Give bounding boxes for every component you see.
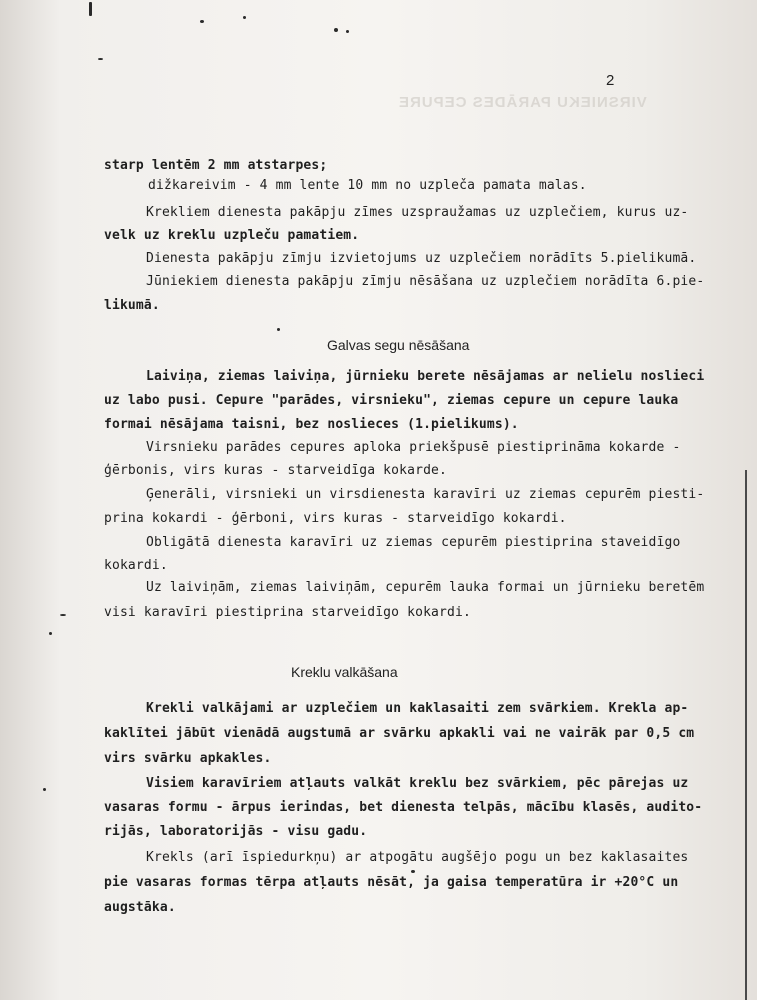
scan-edge-line (745, 470, 747, 1000)
text-line: kaklītei jābūt vienādā augstumā ar svārku apkakli vai ne vairāk par 0,5 cm (104, 726, 695, 741)
page-number: 2 (606, 72, 615, 89)
text-line: Laiviņa, ziemas laiviņa, jūrnieku berete nēsājamas ar nelielu noslieci (146, 369, 705, 384)
scan-speck (98, 58, 103, 60)
text-line: rijās, laboratorijās - visu gadu. (104, 824, 368, 839)
scan-speck (49, 632, 52, 635)
text-line: likumā. (104, 298, 160, 313)
text-line: Krekli valkājami ar uzplečiem un kaklasaiti zem svārkiem. Krekla ap- (146, 701, 689, 716)
scan-speck (89, 2, 92, 16)
section-heading: Galvas segu nēsāšana (327, 337, 470, 353)
scan-speck (277, 328, 280, 331)
scan-speck (60, 614, 66, 616)
text-line: prina kokardi - ģērboni, virs kuras - starveidīgo kokardi. (104, 511, 567, 526)
text-line: starp lentēm 2 mm atstarpes; (104, 158, 328, 173)
scan-speck (243, 16, 246, 19)
text-line: Dienesta pakāpju zīmju izvietojums uz uzplečiem norādīts 5.pielikumā. (146, 251, 697, 266)
text-line: virs svārku apkakles. (104, 751, 272, 766)
text-line: Jūniekiem dienesta pakāpju zīmju nēsāšana uz uzplečiem norādīta 6.pie- (146, 274, 705, 289)
text-line: Virsnieku parādes cepures aploka priekšpusē piestiprināma kokarde - (146, 440, 681, 455)
text-line: dižkareivim - 4 mm lente 10 mm no uzpleča pamata malas. (148, 178, 587, 193)
text-line: augstāka. (104, 900, 176, 915)
bleed-through-text: VIRSNIEKU PARĀDES CEPURE (398, 94, 647, 111)
text-line: Visiem karavīriem atļauts valkāt kreklu bez svārkiem, pēc pārejas uz (146, 776, 689, 791)
text-line: Krekliem dienesta pakāpju zīmes uzspraužamas uz uzplečiem, kurus uz- (146, 205, 689, 220)
text-line: Obligātā dienesta karavīri uz ziemas cepurēm piestiprina staveidīgo (146, 535, 681, 550)
text-line: formai nēsājama taisni, bez noslieces (1.pielikums). (104, 417, 519, 432)
scan-speck (411, 870, 415, 873)
text-line: pie vasaras formas tērpa atļauts nēsāt, ja gaisa temperatūra ir +20°C un (104, 875, 679, 890)
scan-speck (334, 28, 338, 32)
scan-speck (200, 20, 204, 23)
text-line: visi karavīri piestiprina starveidīgo kokardi. (104, 605, 471, 620)
scan-speck (43, 788, 46, 791)
text-line: ģērbonis, virs kuras - starveidīga kokarde. (104, 463, 447, 478)
text-line: Ģenerāli, virsnieki un virsdienesta karavīri uz ziemas cepurēm piesti- (146, 487, 705, 502)
text-line: vasaras formu - ārpus ierindas, bet dienesta telpās, mācību klasēs, audito- (104, 800, 703, 815)
text-line: velk uz kreklu uzpleču pamatiem. (104, 228, 360, 243)
text-line: kokardi. (104, 558, 168, 573)
scan-speck (346, 30, 349, 33)
section-heading: Kreklu valkāšana (291, 664, 398, 680)
text-line: Krekls (arī īspiedurkņu) ar atpogātu augšējo pogu un bez kaklasaites (146, 850, 689, 865)
text-line: uz labo pusi. Cepure "parādes, virsnieku", ziemas cepure un cepure lauka (104, 393, 679, 408)
text-line: Uz laiviņām, ziemas laiviņām, cepurēm lauka formai un jūrnieku beretēm (146, 580, 705, 595)
